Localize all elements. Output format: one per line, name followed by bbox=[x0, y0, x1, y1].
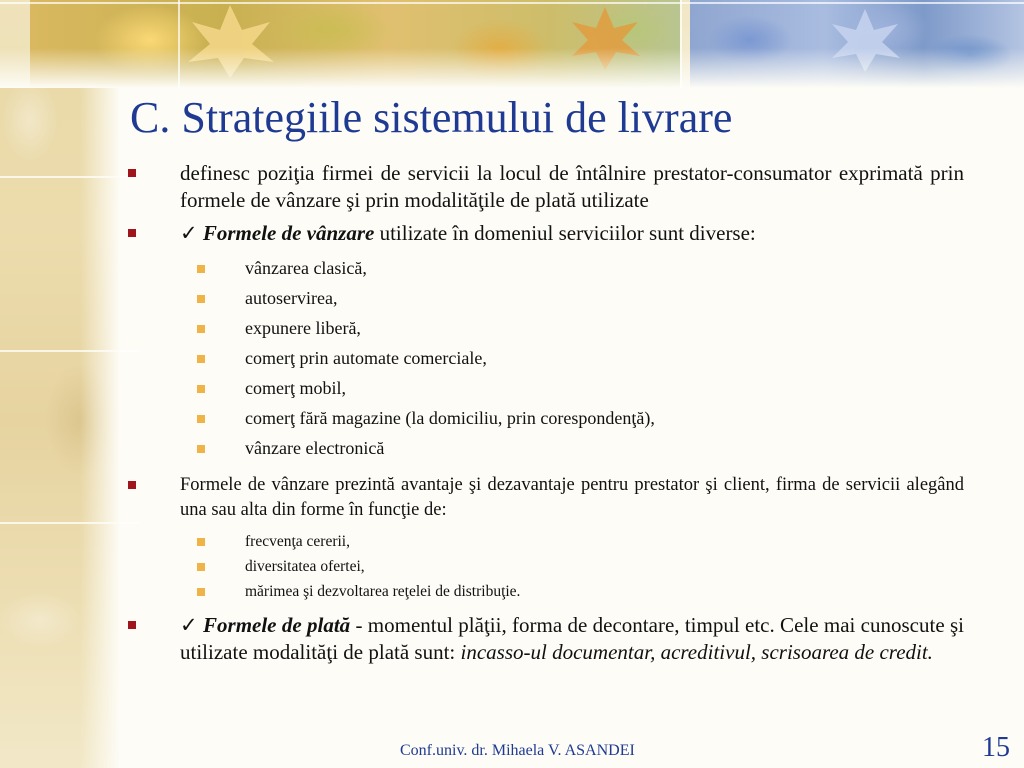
list-item bbox=[128, 313, 964, 343]
bullet-advantages bbox=[128, 473, 964, 523]
square-bullet-icon bbox=[128, 481, 136, 489]
list-item-text: mărimea şi dezvoltarea reţelei de distribuţie. bbox=[245, 583, 521, 600]
strip-divider bbox=[0, 522, 140, 524]
list-item-text: autoservirea, bbox=[245, 288, 338, 308]
list-item bbox=[128, 343, 964, 373]
bullet-italic-text: incasso-ul documentar, acreditivul, scrisoarea de credit. bbox=[460, 640, 933, 664]
page-title: C. Strategiile sistemului de livrare bbox=[130, 93, 733, 142]
list-item bbox=[128, 373, 964, 403]
top-decorative-band bbox=[0, 0, 1024, 88]
list-item-text: diversitatea ofertei, bbox=[245, 558, 365, 575]
list-item bbox=[128, 579, 964, 604]
square-bullet-icon bbox=[197, 538, 205, 546]
footer-author: Conf.univ. dr. Mihaela V. ASANDEI bbox=[400, 742, 635, 759]
list-item-text: vânzare electronică bbox=[245, 438, 385, 458]
bullet-text: - momentul plăţii, forma de decontare, timpul etc. Cele mai cunoscute şi utilizate modalităţi de plată sunt: bbox=[180, 613, 964, 664]
bullet-emphasis: Formele de vânzare bbox=[202, 221, 375, 245]
bullet-text: utilizate în domeniul serviciilor sunt diverse: bbox=[374, 221, 756, 245]
list-item bbox=[128, 403, 964, 433]
list-item bbox=[128, 433, 964, 463]
list-item bbox=[128, 283, 964, 313]
slide-content bbox=[128, 160, 964, 666]
list-item-text: vânzarea clasică, bbox=[245, 258, 367, 278]
list-item bbox=[128, 253, 964, 283]
list-item bbox=[128, 554, 964, 579]
square-bullet-icon bbox=[197, 355, 205, 363]
bullet-text: Formele de vânzare prezintă avantaje şi dezavantaje pentru prestator şi client, firma de servicii alegând una sau alta din forme în funcţie de: bbox=[180, 475, 964, 520]
square-bullet-icon bbox=[128, 169, 136, 177]
square-bullet-icon bbox=[197, 385, 205, 393]
square-bullet-icon bbox=[197, 445, 205, 453]
bullet-payment-forms bbox=[128, 612, 964, 666]
list-item-text: comerţ mobil, bbox=[245, 378, 346, 398]
list-item-text: comerţ prin automate comerciale, bbox=[245, 348, 487, 368]
square-bullet-icon bbox=[197, 325, 205, 333]
list-item-text: expunere liberă, bbox=[245, 318, 361, 338]
list-item bbox=[128, 529, 964, 554]
check-icon: ✓ bbox=[180, 613, 204, 637]
bullet-emphasis: Formele de plată bbox=[203, 613, 351, 637]
square-bullet-icon bbox=[197, 415, 205, 423]
square-bullet-icon bbox=[128, 621, 136, 629]
left-parchment-strip bbox=[0, 0, 120, 768]
square-bullet-icon bbox=[197, 265, 205, 273]
square-bullet-icon bbox=[197, 295, 205, 303]
square-bullet-icon bbox=[197, 588, 205, 596]
bullet-sales-forms bbox=[128, 220, 964, 247]
strip-divider bbox=[0, 176, 140, 178]
bullet-text: definesc poziţia firmei de servicii la locul de întâlnire prestator-consumator exprimată prin formele de vânzare şi prin modalităţile de plată utilizate bbox=[180, 161, 964, 212]
square-bullet-icon bbox=[128, 229, 136, 237]
page-number: 15 bbox=[982, 732, 1010, 763]
check-icon: ✓ bbox=[180, 221, 203, 245]
strip-divider bbox=[0, 350, 140, 352]
bullet-definition bbox=[128, 160, 964, 214]
list-item-text: comerţ fără magazine (la domiciliu, prin corespondenţă), bbox=[245, 408, 655, 428]
list-item-text: frecvenţa cererii, bbox=[245, 533, 350, 550]
square-bullet-icon bbox=[197, 563, 205, 571]
